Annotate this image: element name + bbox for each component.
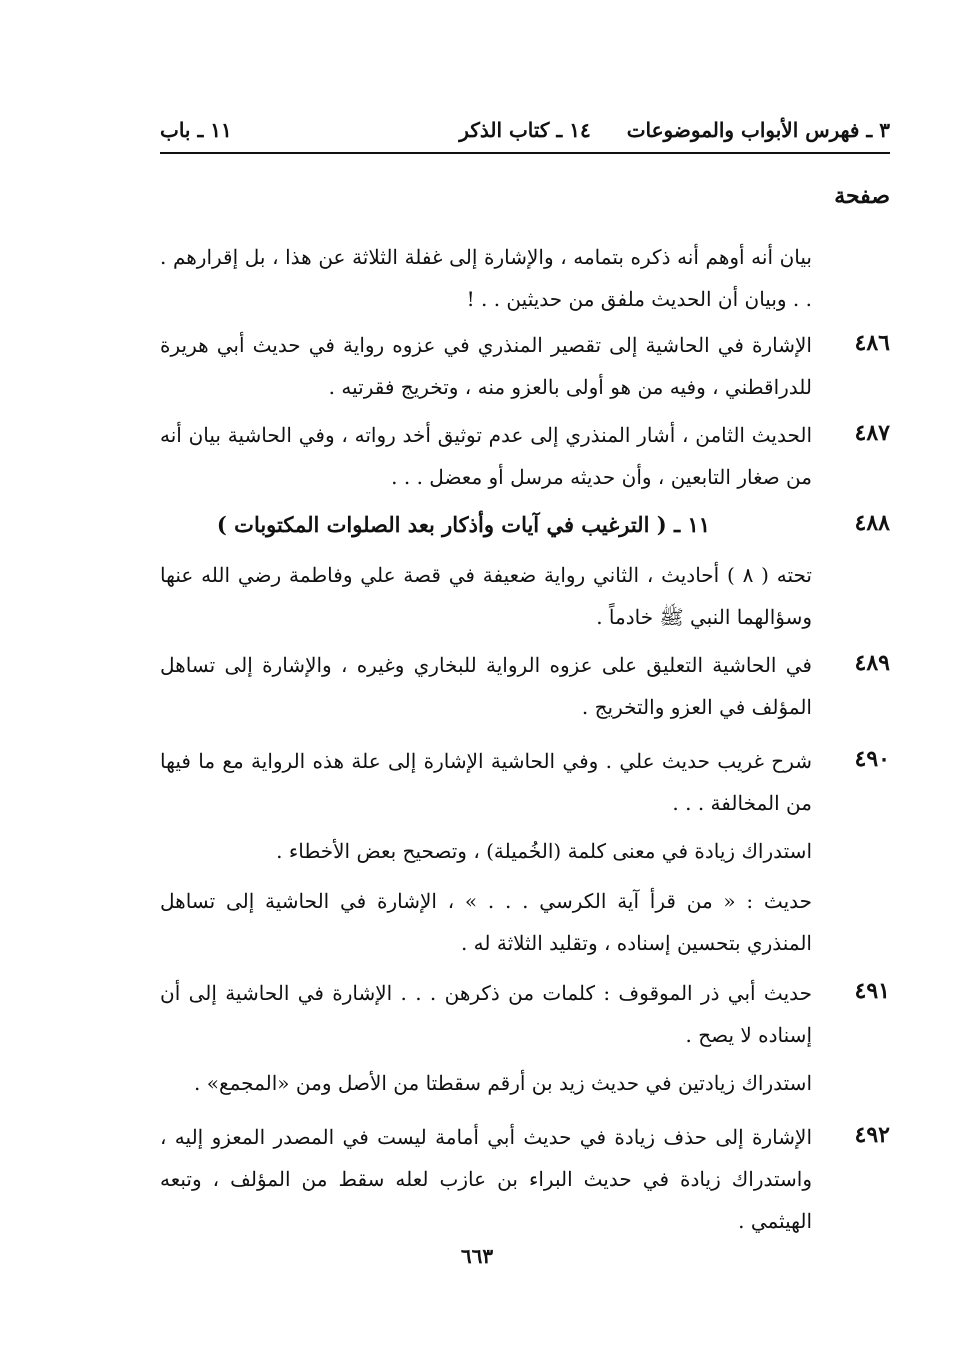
entry-text: حديث أبي ذر الموقوف : كلمات من ذكرهن . . . الإشارة في الحاشية إلى أن إسناده لا يصح .: [160, 981, 812, 1047]
entry-page-number: ٤٨٧: [854, 420, 890, 446]
running-header: [160, 118, 890, 150]
page-number: ٦٦٣: [460, 1244, 494, 1268]
entry-text: شرح غريب حديث علي . وفي الحاشية الإشارة إلى علة هذه الرواية مع ما فيها من المخالفة . . .: [160, 749, 812, 815]
entry-page-number: ٤٨٦: [854, 330, 890, 356]
entry-text: استدراك زيادتين في حديث زيد بن أرقم سقطتا من الأصل ومن «المجمع» .: [194, 1071, 812, 1095]
entry-text: الإشارة إلى حذف زيادة في حديث أبي أمامة ليست في المصدر المعزو إليه ، واستدراك زيادة في حديث البراء بن عازب لعله سقط من المؤلف ، وتبعه الهيثمي .: [160, 1125, 812, 1233]
entry-page-number: ٤٩٠: [854, 746, 890, 772]
entry-page-number: ٤٩٢: [854, 1122, 890, 1148]
header-divider: [160, 152, 890, 154]
header-chapter-title: ١١ ـ باب: [160, 118, 232, 142]
entry-text: بيان أنه أوهم أنه ذكره بتمامه ، والإشارة إلى غفلة الثلاثة عن هذا ، بل إقرارهم . . . وبيان أن الحديث ملفق من حديثين . . !: [160, 245, 812, 311]
entry-text: حديث : « من قرأ آية الكرسي . . . » ، الإشارة في الحاشية إلى تساهل المنذري بتحسين إسناده ، وتقليد الثلاثة له .: [160, 889, 812, 955]
entry-text: الإشارة في الحاشية إلى تقصير المنذري في عزوه رواية في حديث أبي هريرة للدراقطني ، وفيه من هو أولى بالعزو منه ، وتخريج فقرتيه .: [160, 333, 812, 399]
entry-page-number: ٤٩١: [854, 978, 890, 1004]
entry-page-number: ٤٨٩: [854, 650, 890, 676]
entry-page-number: ٤٨٨: [854, 510, 890, 536]
entry-text: الحديث الثامن ، أشار المنذري إلى عدم توثيق أخد رواته ، وفي الحاشية بيان أنه من صغار التابعين ، وأن حديثه مرسل أو معضل . . .: [160, 423, 812, 489]
page-column-label: صفحة: [834, 183, 890, 209]
chapter-heading: ١١ ـ ( الترغيب في آيات وأذكار بعد الصلوات المكتوبات ): [216, 512, 710, 537]
entry-text: تحته ( ٨ ) أحاديث ، الثاني رواية ضعيفة في قصة علي وفاطمة رضي الله عنها وسؤالهما النبي ﷺ خادماً .: [160, 563, 812, 629]
entry-text: استدراك زيادة في معنى كلمة (الخُميلة) ، وتصحيح بعض الأخطاء .: [276, 839, 812, 863]
header-section-title: ٣ ـ فهرس الأبواب والموضوعات: [626, 118, 890, 142]
entry-text: في الحاشية التعليق على عزوه الرواية للبخاري وغيره ، والإشارة إلى تساهل المؤلف في العزو والتخريج .: [160, 653, 812, 719]
header-book-title: ١٤ ـ كتاب الذكر: [459, 118, 591, 142]
